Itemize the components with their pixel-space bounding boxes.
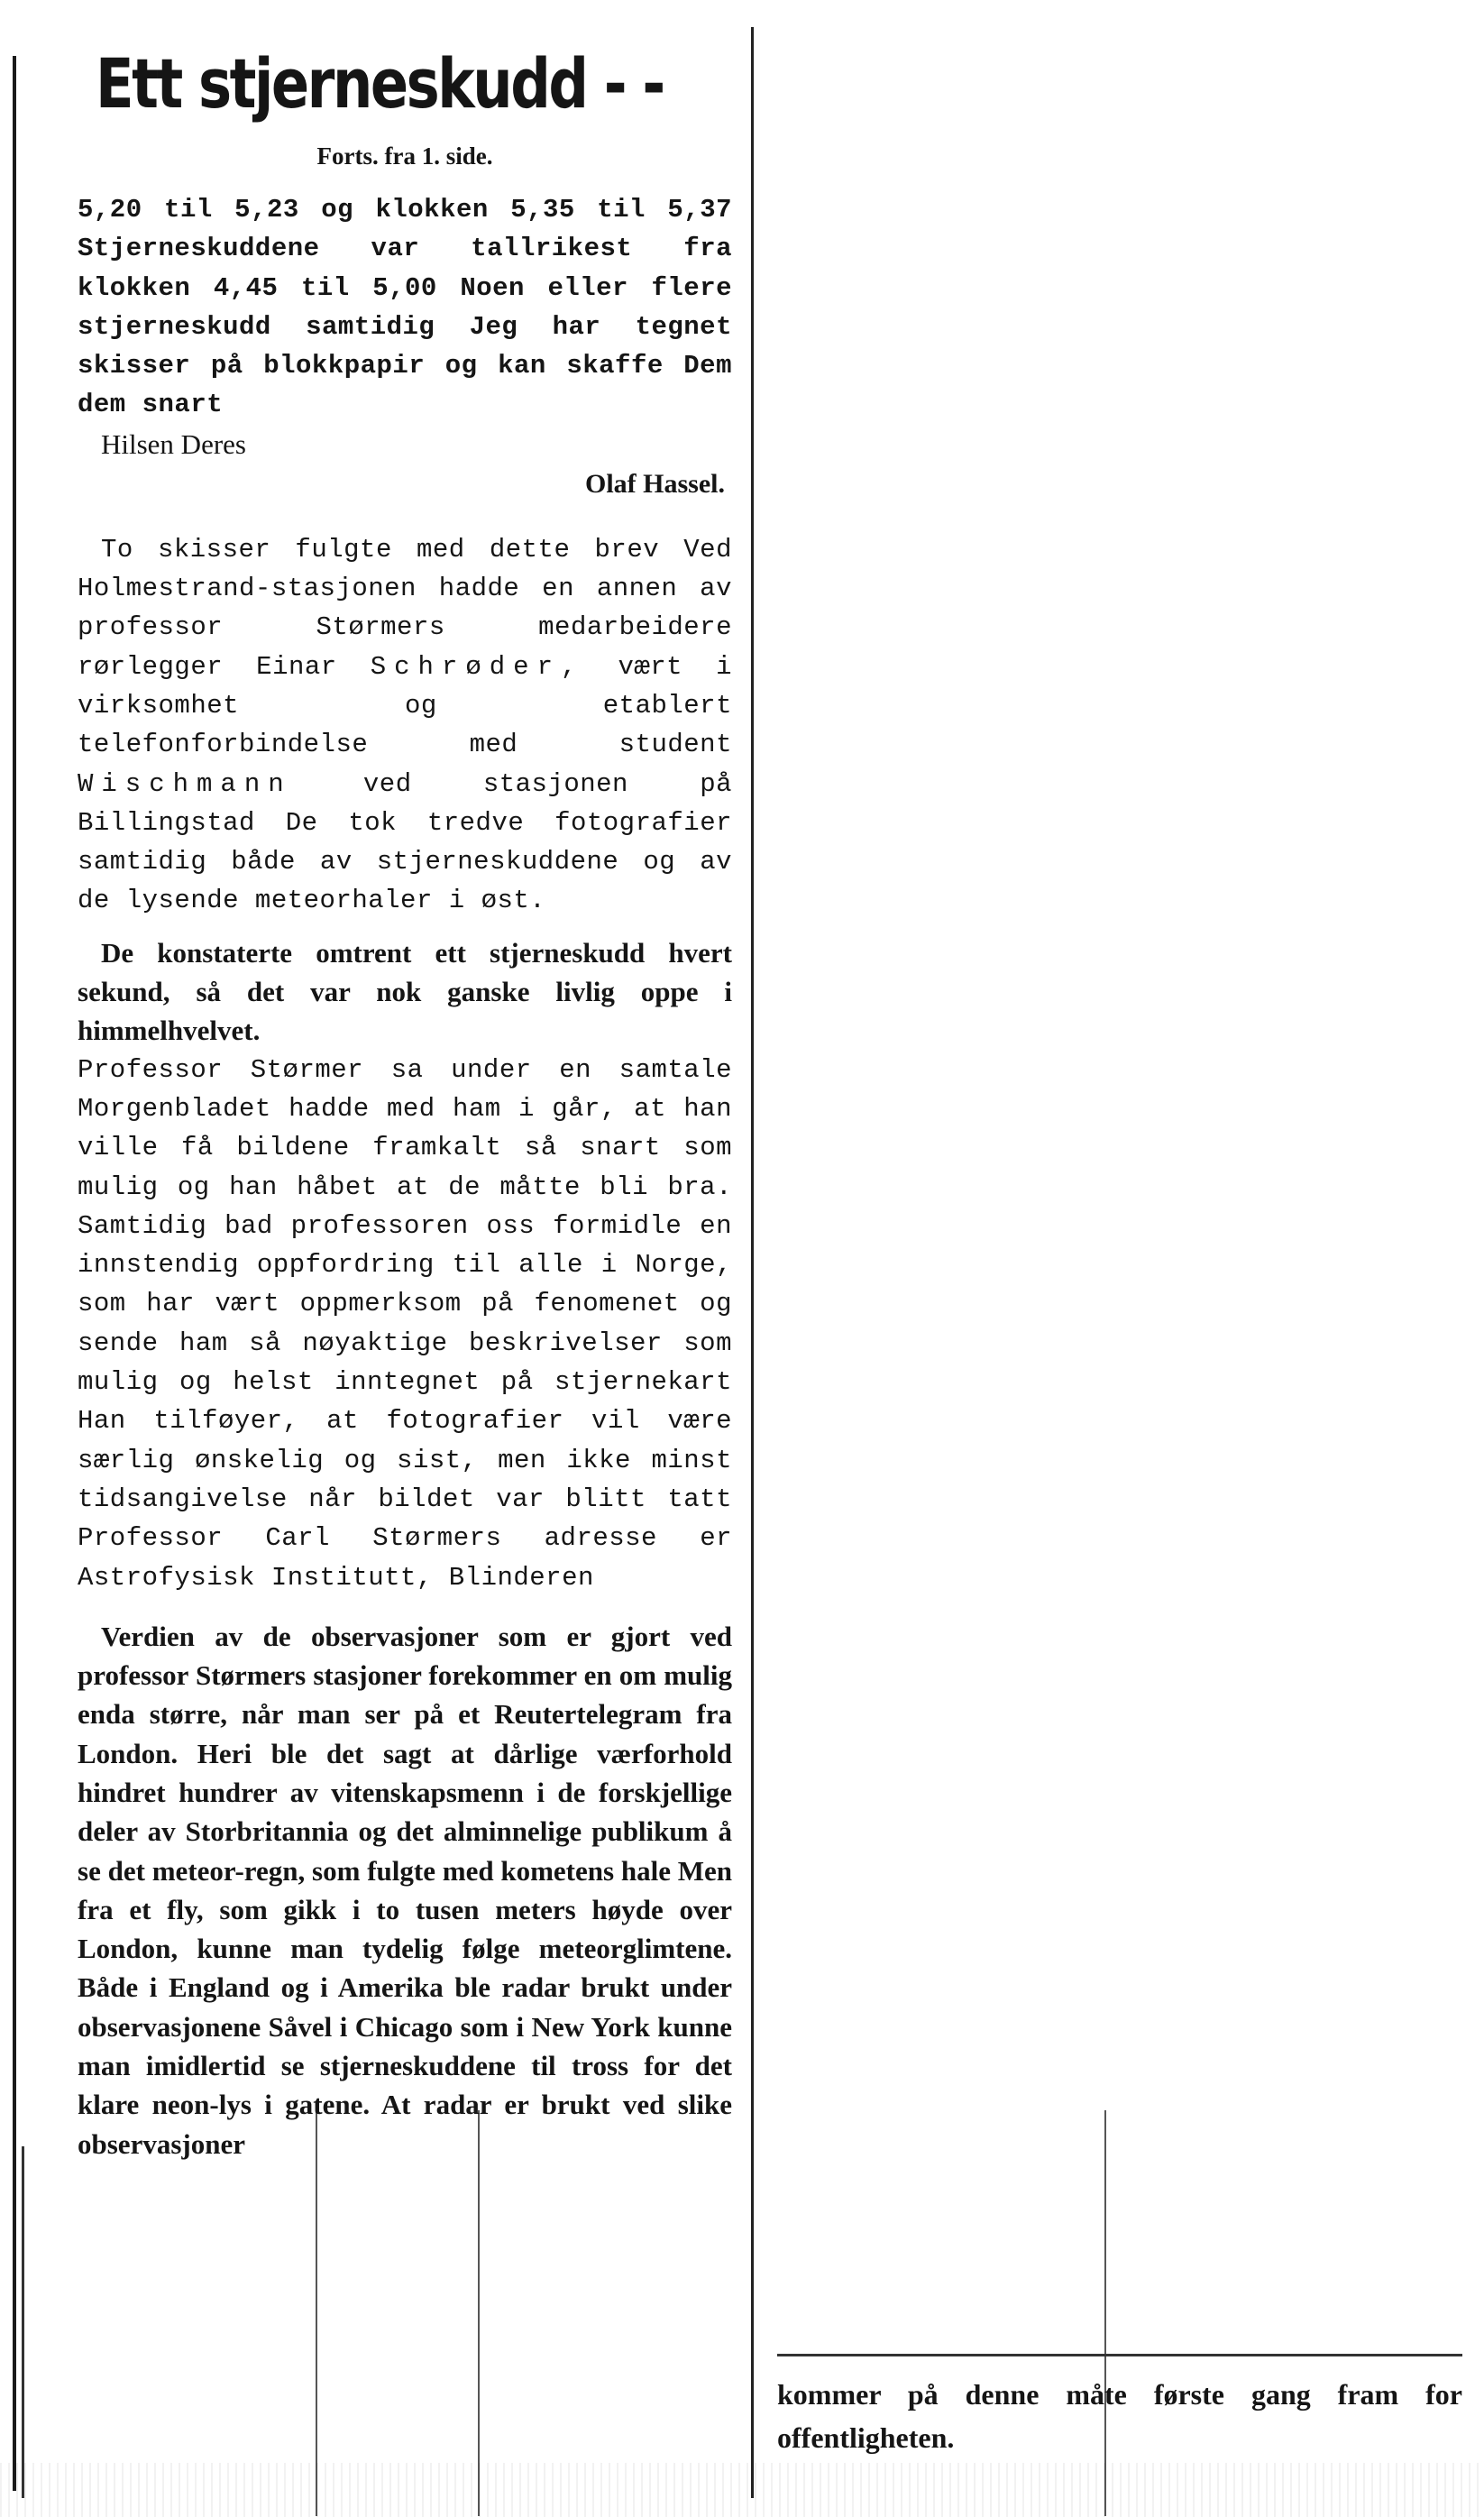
fragment-text: kommer på denne måte første gang fram for offentligheten. [777,2378,1462,2454]
person-name: Wischmann [78,768,292,799]
right-column-fragment [777,2354,1462,2459]
continued-from-note: Forts. fra 1. side. [316,142,493,170]
fold-line [316,2110,317,2516]
article-column [78,27,732,2163]
scan-noise [0,2463,1484,2517]
letter-body [78,190,732,425]
letter-text: 5,20 til 5,23 og klokken 5,35 til 5,37 Stjerneskuddene var tallrikest fra klokken 4,45 til 5,00 Noen eller flere stjerneskudd samtidig Jeg har tegnet skisser på blokkpapir og kan skaffe Dem dem snart [78,195,732,420]
column-rule-left-lower [22,2146,24,2498]
paragraph-observation: De konstaterte omtrent ett stjerneskudd hvert sekund, så det var nok ganske livlig oppe i himmelhvelvet. [78,936,732,1047]
divider [777,2354,1462,2356]
paragraph-sketches [78,530,732,921]
paragraph-professor: Professor Størmer sa under en samtale Morgenbladet hadde med ham i går, at han ville få bildene framkalt så snart som mulig og han håbet at de måtte bli bra. Samtidig bad professoren oss formidle en innstendig oppfordring til alle i Norge, som har vært oppmerksom på fenomenet og sende ham så nøyaktige beskrivelser som mulig og helst inntegnet på stjernekart Han tilføyer, at fotografier vil være særlig ønskelig og sist, men ikke minst tidsangivelse når bildet var blitt tatt Professor Carl Størmers adresse er Astrofysisk Institutt, Blinderen [78,1054,732,1593]
person-name: Schrøder, [370,651,585,682]
column-rule-right [751,27,754,2498]
fold-line [478,2110,480,2516]
paragraph-reuters: Verdien av de observasjoner som er gjort ved professor Størmers stasjoner forekommer en om mulig enda større, når man ser på et Reutertelegram fra London. Heri ble det sagt at dårlige værforhold hindret hundrer av vitenskapsmenn i de forskjellige deler av Storbritannia og det alminnelige publikum å se det meteor-regn, som fulgte med kometens hale Men fra et fly, som gikk i to tusen meters høyde over London, kunne man tydelig følge meteorglimtene. Både i England og i Amerika ble radar brukt under observasjonene Såvel i Chicago som i New York kunne man imidlertid se stjerneskuddene til tross for det klare neon-lys i gatene. At radar er brukt ved slike observasjoner [78,1620,732,2160]
letter-signature: Olaf Hassel. [585,468,725,499]
letter-greeting: Hilsen Deres [101,427,246,460]
paragraph-text: To skisser fulgte med dette brev Ved Holmestrand-stasjonen hadde en annen av professor Størmers medarbeidere rørlegger Einar [78,534,732,682]
paragraph-text: ved stasjonen på Billingstad De tok tredve fotografier samtidig både av stjerneskuddene og av de lysende meteorhaler i øst. [78,768,733,916]
column-rule-left [13,56,16,2491]
paragraph-text: vært i virksomhet og etablert telefonforbindelse med student [78,651,733,760]
headline: Ett stjerneskudd - - [96,43,664,124]
